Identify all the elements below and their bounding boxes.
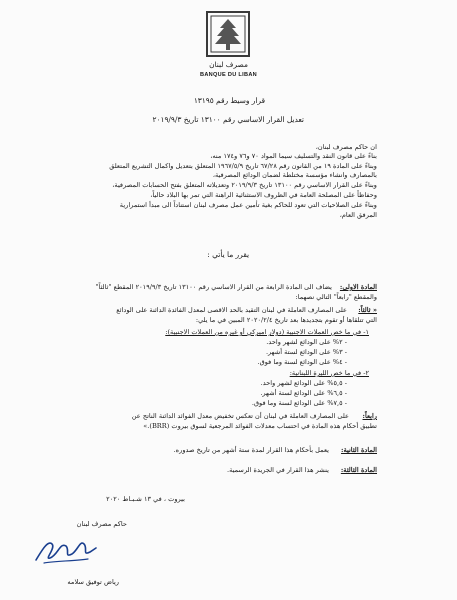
preamble-line: وبناءً على الصلاحيات التي تعود للحاكم بغية تأمين عمل مصرف لبنان استناداً الى مبدأ استمرارية [119, 201, 377, 209]
foreign-rate-item: - ٤% على الودائع لسنة وما فوق. [257, 358, 347, 366]
decision-number: قرار وسيط رقم ١٣١٩٥ [193, 96, 265, 105]
lbp-heading: ٢- في ما خص الليرة اللبنانية: [289, 369, 369, 377]
lbp-rate-item: - ٦,٥% على الودائع لستة أشهر. [260, 389, 347, 397]
preamble-line: بالمصارف وانشاء مؤسسة مختلطة لضمان الودائع المصرفية، [212, 171, 377, 179]
place-date: بيروت ، في ١٣ شـبـاط ٢٠٢٠ [106, 495, 185, 503]
foreign-rate-item: - ٣% على الودائع لستة أشهر. [265, 348, 347, 356]
signature-title: حاكم مصرف لبنان [76, 520, 127, 528]
article1-intro: يضاف الى المادة الرابعة من القرار الاساسي رقم ١٣١٠٠ تاريخ ٢٠١٩/٩/٣ المقطع "ثالثاً" [95, 283, 332, 291]
third-text: على المصارف العاملة في لبنان التقيد بالحد الاقصى لمعدل الفائدة الدائنة على الودائع [116, 306, 347, 314]
lbp-rate-item: - ٥,٥% على الودائع لشهر واحد. [260, 379, 347, 387]
preamble-line: وبناءً على القرار الاساسي رقم ١٣١٠٠ تاريخ ٢٠١٩/٩/٣ وتعديلاته المتعلق بفتح الحسابات المصرفية، [112, 181, 377, 189]
preamble-line: وحفاظاً على المصلحة العامة في الظروف الاستثنائية الراهنة التي تمر بها البلاد حالياً، [150, 191, 377, 199]
article3-text: ينشر هذا القرار في الجريدة الرسمية. [227, 466, 329, 474]
article2-label: المادة الثانية: [341, 446, 377, 454]
third-text-cont: التي تتلقاها أو تقوم بتجديدها بعد تاريخ ٢٠٢٠/٢/٤ المبين في ما يلي: [195, 316, 377, 324]
third-label: « ثالثاً: [358, 306, 377, 314]
foreign-rate-item: - ٢% على الودائع لشهر واحد. [266, 338, 347, 346]
cedar-emblem-icon [205, 10, 251, 58]
logo-arabic-text: مصرف لبنان [209, 60, 248, 69]
preamble-line: ان حاكم مصرف لبنان، [315, 143, 377, 151]
logo-french-text: BANQUE DU LIBAN [199, 72, 258, 78]
handwritten-signature [30, 530, 100, 568]
fourth-text-cont: تطبيق أحكام هذه المادة في احتساب معدلات الفوائد المرجعية لسوق بيروت (BRR).» [143, 422, 377, 430]
fourth-label: رابعاً: [362, 412, 377, 420]
foreign-currency-heading: ١- في ما خص العملات الاجنبية (دولار اميركي أو غيره من العملات الاجنبية): [165, 328, 369, 336]
decision-title: تعديل القرار الاساسي رقم ١٣١٠٠ تاريخ ٢٠١٩/٩/٣ [152, 115, 304, 124]
preamble-line: بناءً على قانون النقد والتسليف سيما المواد ٧٠ و٧٦ و١٧٤ منه، [210, 152, 377, 160]
article3-label: المادة الثالثة: [340, 466, 377, 474]
preamble-line: وبناءً على المادة ١٩ من القانون رقم ٦٧/٢٨ تاريخ ١٩٦٧/٥/٩ المتعلق بتعديل واكمال التشريع المتعلق [109, 162, 377, 170]
lbp-rate-item: - ٧,٥% على الودائع لسنة وما فوق. [251, 399, 347, 407]
article2-text: يعمل بأحكام هذا القرار لمدة ستة أشهر من تاريخ صدوره. [173, 446, 329, 454]
preamble-line: المرفق العام، [339, 211, 377, 219]
article1-label: المادة الاولى: [339, 283, 377, 291]
signatory-name: رياض توفيق سلامه [67, 578, 119, 586]
fourth-text: على المصارف العاملة في لبنان أن تعكس تخفيض معدل الفوائد الدائنة الناتج عن [131, 412, 349, 420]
article1-intro-cont: والمقطع "رابعاً" التالي نصهما: [295, 293, 377, 301]
decides-heading: يقرر ما يأتي : [207, 250, 249, 259]
